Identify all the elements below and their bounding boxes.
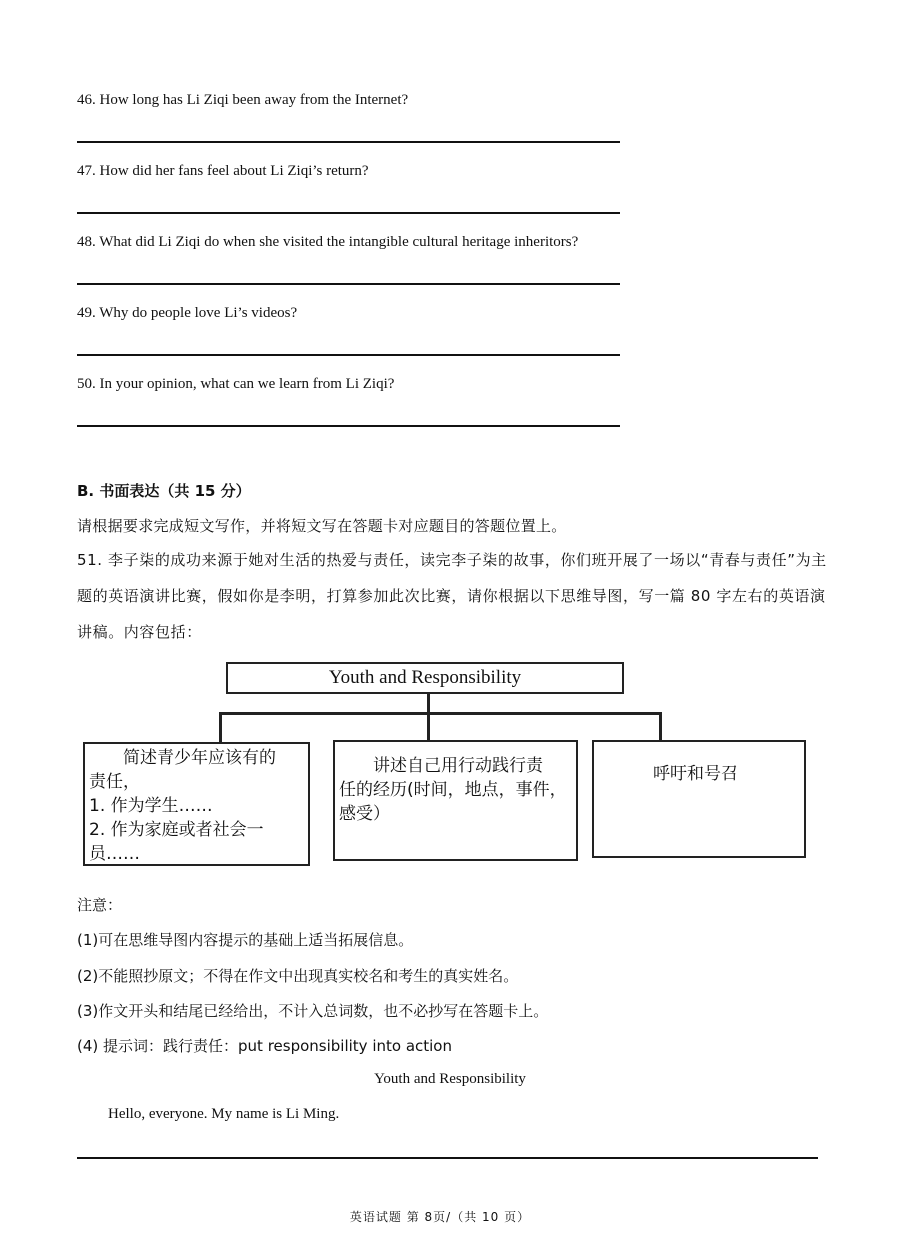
question-text: What did Li Ziqi do when she visited the intangible cultural heritage inheritors? <box>99 234 579 250</box>
question-number: 48. <box>77 234 96 250</box>
question-47 <box>77 162 369 180</box>
node-line: 员…… <box>89 844 140 864</box>
node-line: 感受） <box>339 804 390 824</box>
essay-opening: Hello, everyone. My name is Li Ming. <box>108 1106 340 1122</box>
question-number: 50. <box>77 376 96 392</box>
node-line: 简述青少年应该有的 <box>123 748 276 768</box>
node-line: 责任， <box>89 772 140 792</box>
node-line: 呼吁和号召 <box>653 764 738 784</box>
node-line: 讲述自己用行动践行责 <box>373 756 543 776</box>
question-50 <box>77 375 394 393</box>
node-line: 任的经历(时间，地点，事件， <box>339 780 567 800</box>
question-number: 49. <box>77 305 96 321</box>
question-text: How long has Li Ziqi been away from the Internet? <box>99 92 409 108</box>
answer-line-49[interactable] <box>77 354 620 356</box>
connector-left <box>219 712 222 742</box>
note-item: (1)可在思维导图内容提示的基础上适当拓展信息。 <box>77 931 414 949</box>
question-49 <box>77 304 297 322</box>
connector-bar <box>219 712 662 715</box>
answer-line-48[interactable] <box>77 283 620 285</box>
mind-map-root: Youth and Responsibility <box>226 662 624 694</box>
mind-map-node-responsibilities <box>83 742 310 866</box>
notes-heading: 注意： <box>77 896 123 914</box>
note-item: (2)不能照抄原文；不得在作文中出现真实校名和考生的真实姓名。 <box>77 967 519 985</box>
essay-answer-line[interactable] <box>77 1157 818 1159</box>
connector-root <box>427 694 430 714</box>
note-item: (3)作文开头和结尾已经给出，不计入总词数，也不必抄写在答题卡上。 <box>77 1002 549 1020</box>
mind-map-node-call-to-action <box>592 740 806 858</box>
question-46 <box>77 91 408 109</box>
question-text: Why do people love Li’s videos? <box>99 305 298 321</box>
writing-prompt: 51. 李子柒的成功来源于她对生活的热爱与责任，读完李子柒的故事，你们班开展了一场以“青春与责任”为主题的英语演讲比赛，假如你是李明，打算参加此次比赛，请你根据以下思维导图，写一篇 80 字左右的英语演讲稿。内容包括： <box>77 551 827 641</box>
section-b-title: B. 书面表达（共 15 分） <box>77 482 251 500</box>
question-number: 46. <box>77 92 96 108</box>
answer-line-46[interactable] <box>77 141 620 143</box>
section-b-instruction: 请根据要求完成短文写作，并将短文写在答题卡对应题目的答题位置上。 <box>77 517 567 535</box>
node-line: 1. 作为学生…… <box>89 796 213 816</box>
question-text: How did her fans feel about Li Ziqi’s return? <box>99 163 369 179</box>
page-footer: 英语试题 第 8页/（共 10 页） <box>349 1210 531 1224</box>
question-48 <box>77 233 578 251</box>
question-number: 47. <box>77 163 96 179</box>
note-item: (4) 提示词：践行责任：put responsibility into action <box>77 1037 452 1055</box>
mind-map-node-experience <box>333 740 578 861</box>
node-line: 2. 作为家庭或者社会一 <box>89 820 264 840</box>
answer-line-47[interactable] <box>77 212 620 214</box>
question-text: In your opinion, what can we learn from Li Ziqi? <box>99 376 395 392</box>
connector-right <box>659 712 662 740</box>
answer-line-50[interactable] <box>77 425 620 427</box>
essay-title: Youth and Responsibility <box>374 1071 526 1087</box>
connector-middle <box>427 712 430 740</box>
